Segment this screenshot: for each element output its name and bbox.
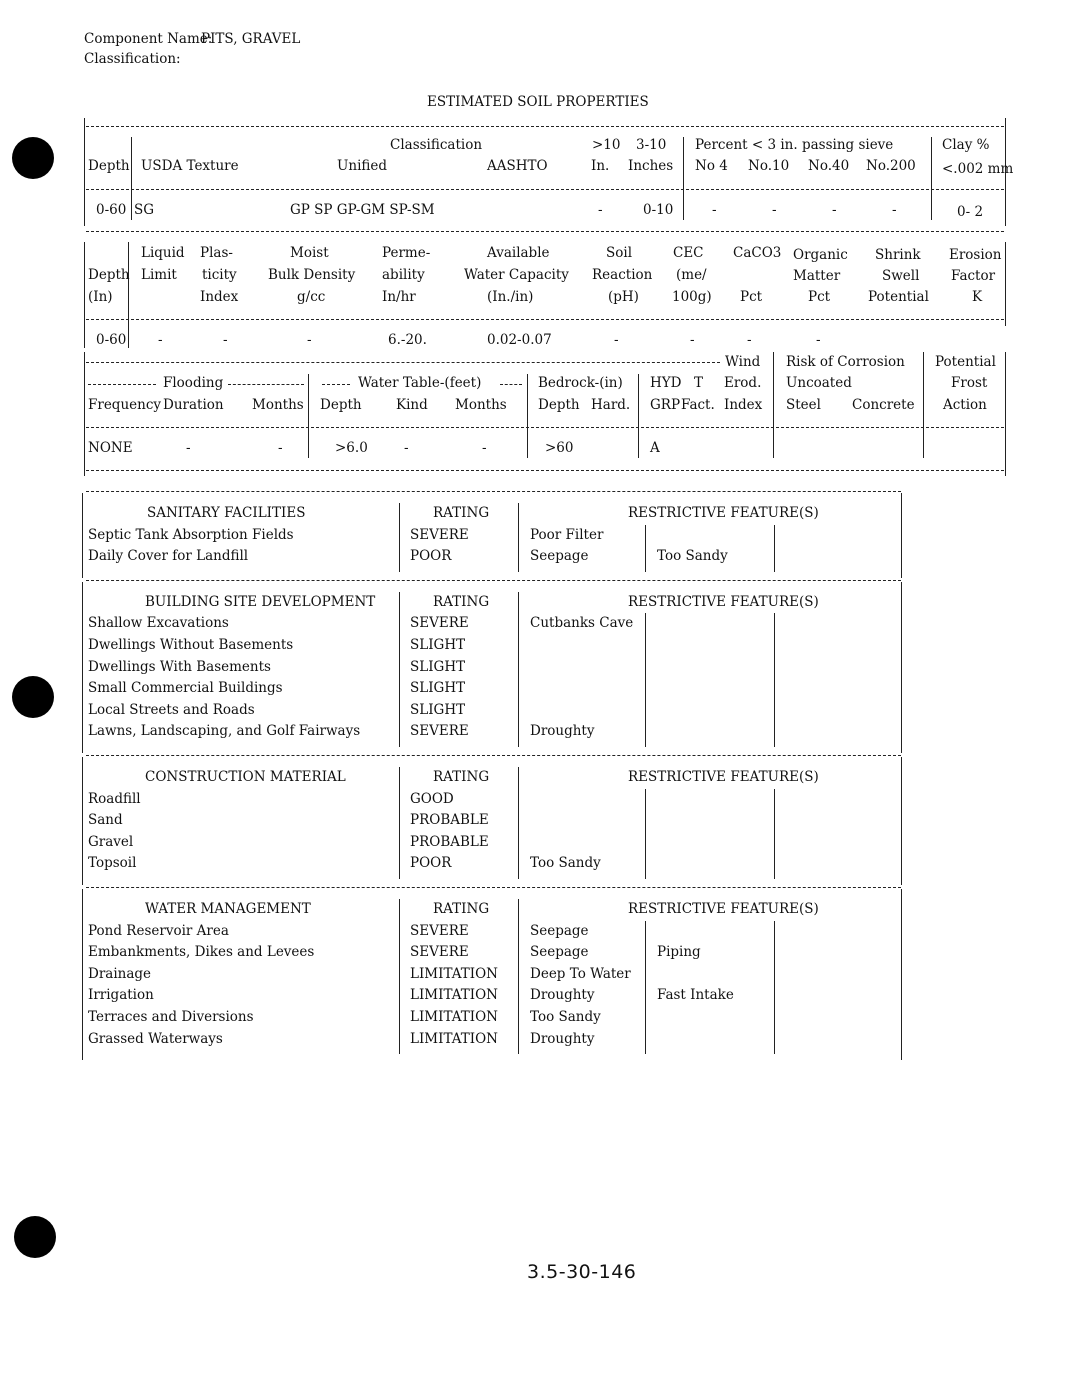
restrictive-feature-1: Too Sandy [530, 1009, 601, 1025]
header-3-10: 3-10 [636, 137, 667, 153]
interpretation-name: Drainage [88, 965, 152, 982]
interpretation-rating: SLIGHT [410, 637, 466, 653]
header-wind: Wind [725, 354, 761, 370]
cell-3-10: 0-10 [643, 202, 674, 218]
header-100g: 100g) [672, 289, 712, 305]
header-risk-of-corrosion: Risk of Corrosion [786, 354, 905, 370]
rating-header: RATING [433, 505, 490, 521]
cell-months: - [278, 440, 283, 456]
interpretation-name: Terraces and Diversions [88, 1009, 254, 1025]
header-me: (me/ [676, 267, 707, 283]
interpretation-rating: POOR [410, 855, 452, 872]
header-ticity: ticity [202, 267, 237, 283]
interpretation-name: Roadfill [88, 790, 141, 807]
interpretation-rating: SEVERE [410, 944, 469, 961]
restrictive-feature-2: Fast Intake [657, 987, 734, 1004]
restrictive-feature-1: Cutbanks Cave [530, 615, 634, 632]
header-wt-depth: Depth [320, 397, 362, 413]
cell-no4: - [712, 202, 717, 218]
table-border [84, 242, 85, 348]
header-perme: Perme- [382, 245, 431, 261]
column-divider [638, 374, 639, 458]
header-plas: Plas- [200, 245, 233, 261]
cell-caco3: - [747, 332, 752, 348]
cell-no200: - [892, 202, 897, 218]
punch-hole-top [12, 137, 54, 179]
header-percent-passing: Percent < 3 in. passing sieve [695, 137, 894, 153]
cell-duration: - [186, 440, 191, 456]
interpretation-name: Septic Tank Absorption Fields [88, 526, 294, 543]
section-border [82, 757, 83, 885]
header-in: (In) [88, 289, 113, 305]
header-gcc: g/cc [297, 289, 326, 305]
header-no200: No.200 [866, 158, 916, 174]
column-divider [128, 242, 129, 348]
header-erod: Erod. [724, 375, 762, 391]
interpretation-name: Local Streets and Roads [88, 701, 255, 718]
header-inin: (In./in) [487, 289, 534, 305]
header-shrink: Shrink [875, 247, 921, 263]
header-t: T [694, 375, 704, 391]
restrictive-feature-1: Seepage [530, 922, 589, 939]
cell-bulk-density: - [307, 332, 312, 348]
rating-header: RATING [433, 593, 490, 610]
header-underline [86, 189, 1004, 190]
interpretation-rating: SEVERE [410, 615, 469, 632]
header-index: Index [724, 397, 763, 413]
divider [86, 470, 1004, 471]
interpretation-name: Dwellings With Basements [88, 658, 271, 675]
divider [88, 384, 156, 385]
interpretation-rating: PROBABLE [410, 833, 489, 850]
header-depth: Depth [88, 158, 130, 174]
column-divider [131, 137, 132, 220]
column-divider [645, 613, 646, 747]
column-divider [399, 503, 400, 572]
restrictive-feature-1: Too Sandy [530, 855, 601, 872]
divider [86, 491, 901, 492]
header-fact: Fact. [681, 397, 715, 413]
column-divider [773, 352, 774, 458]
table-border [1005, 352, 1006, 476]
section-title: BUILDING SITE DEVELOPMENT [145, 593, 376, 610]
cell-no40: - [832, 202, 837, 218]
rating-header: RATING [433, 769, 490, 785]
restrictive-feature-1: Droughty [530, 723, 595, 740]
section-title: CONSTRUCTION MATERIAL [145, 769, 346, 785]
section-title: SANITARY FACILITIES [147, 505, 306, 521]
cell-liquid-limit: - [158, 332, 163, 348]
restrictive-feature-1: Droughty [530, 987, 595, 1004]
interpretation-name: Irrigation [88, 987, 154, 1004]
column-divider [774, 525, 775, 572]
header-liquid: Liquid [141, 245, 185, 261]
header-clay-size: <.002 mm [942, 161, 1014, 177]
restrictive-header: RESTRICTIVE FEATURE(S) [628, 505, 819, 521]
header-organic: Organic [793, 247, 848, 263]
header-caco3: CaCO3 [733, 245, 782, 261]
column-divider [518, 503, 519, 572]
interpretation-rating: LIMITATION [410, 1030, 498, 1047]
interpretation-name: Sand [88, 812, 123, 829]
header-ability: ability [382, 267, 425, 283]
table-border [1005, 242, 1006, 326]
interpretation-name: Lawns, Landscaping, and Golf Fairways [88, 723, 361, 740]
header-steel: Steel [786, 397, 821, 413]
header-inhr: In/hr [382, 289, 416, 305]
cell-plasticity: - [223, 332, 228, 348]
header-gt10: >10 [592, 137, 621, 153]
header-potential: Potential [868, 289, 929, 305]
restrictive-feature-1: Droughty [530, 1030, 595, 1047]
header-factor: Factor [951, 268, 996, 284]
header-flooding: Flooding [163, 375, 224, 391]
header-inches: Inches [628, 158, 674, 174]
column-divider [774, 789, 775, 879]
header-duration: Duration [163, 397, 224, 413]
column-divider [518, 767, 519, 879]
divider [86, 887, 901, 888]
column-divider [645, 525, 646, 572]
divider [86, 580, 901, 581]
header-aashto: AASHTO [487, 158, 548, 174]
table-border [84, 352, 85, 476]
divider [86, 362, 720, 363]
interpretation-name: Shallow Excavations [88, 615, 229, 632]
restrictive-feature-1: Seepage [530, 944, 589, 961]
header-in: In. [591, 158, 610, 174]
column-divider [308, 374, 309, 458]
header-frequency: Frequency [88, 397, 162, 413]
interpretation-rating: SEVERE [410, 922, 469, 939]
cell-awc: 0.02-0.07 [487, 332, 552, 348]
header-grp: GRP [650, 397, 681, 413]
header-erosion: Erosion [949, 247, 1002, 263]
restrictive-feature-1: Poor Filter [530, 526, 604, 543]
header-cec: CEC [673, 245, 704, 261]
cell-gt10: - [598, 202, 603, 218]
header-classification: Classification [390, 137, 483, 153]
header-unified: Unified [337, 158, 388, 174]
cell-hyd-group: A [650, 440, 660, 456]
header-no40: No.40 [808, 158, 850, 174]
interpretation-name: Daily Cover for Landfill [88, 548, 249, 565]
cell-kind: - [404, 440, 409, 456]
section-border [901, 582, 902, 753]
header-hard: Hard. [591, 397, 631, 413]
cell-wt-months: - [482, 440, 487, 456]
restrictive-feature-1: Seepage [530, 548, 589, 565]
interpretation-rating: SLIGHT [410, 680, 466, 697]
header-underline [86, 427, 1004, 428]
column-divider [774, 921, 775, 1055]
divider [500, 384, 522, 385]
cell-cec: - [690, 332, 695, 348]
header-months: Months [252, 397, 304, 413]
header-concrete: Concrete [852, 397, 915, 413]
header-water-capacity: Water Capacity [464, 267, 569, 283]
interpretation-rating: GOOD [410, 790, 454, 807]
header-action: Action [943, 397, 987, 413]
interpretation-rating: SLIGHT [410, 701, 466, 718]
header-frost: Frost [951, 375, 988, 391]
cell-clay: 0- 2 [957, 204, 984, 220]
header-available: Available [487, 245, 550, 261]
interpretation-name: Grassed Waterways [88, 1030, 223, 1047]
column-divider [923, 352, 924, 458]
interpretation-name: Gravel [88, 833, 134, 850]
cell-unified: GP SP GP-GM SP-SM [290, 202, 435, 218]
header-usda-texture: USDA Texture [141, 158, 239, 174]
column-divider [931, 137, 932, 220]
interpretation-rating: LIMITATION [410, 1009, 498, 1025]
header-underline [86, 319, 1004, 320]
restrictive-header: RESTRICTIVE FEATURE(S) [628, 901, 819, 917]
interpretation-rating: POOR [410, 548, 452, 565]
punch-hole-middle [12, 676, 54, 718]
restrictive-feature-1: Deep To Water [530, 965, 631, 982]
header-br-depth: Depth [538, 397, 580, 413]
column-divider [399, 899, 400, 1054]
interpretation-rating: LIMITATION [410, 987, 498, 1004]
cell-depth: 0-60 [96, 202, 127, 218]
header-pct-caco3: Pct [740, 289, 763, 305]
cell-ph: - [614, 332, 619, 348]
section-title: WATER MANAGEMENT [145, 901, 311, 917]
interpretation-rating: LIMITATION [410, 965, 498, 982]
cell-no10: - [772, 202, 777, 218]
punch-hole-bottom [14, 1216, 56, 1258]
column-divider [527, 374, 528, 458]
header-no10: No.10 [748, 158, 790, 174]
rating-header: RATING [433, 901, 490, 917]
interpretation-name: Pond Reservoir Area [88, 922, 229, 939]
cell-depth: 0-60 [96, 332, 127, 348]
header-bulk-density: Bulk Density [268, 267, 356, 283]
cell-permeability: 6.-20. [388, 332, 427, 348]
section-border [901, 493, 902, 578]
table-border [84, 118, 85, 226]
restrictive-header: RESTRICTIVE FEATURE(S) [628, 593, 819, 610]
header-index: Index [200, 289, 239, 305]
section-border [901, 757, 902, 885]
page-title: ESTIMATED SOIL PROPERTIES [427, 94, 649, 110]
interpretation-name: Small Commercial Buildings [88, 680, 283, 697]
classification-label: Classification: [84, 51, 181, 67]
header-bedrock: Bedrock-(in) [538, 375, 623, 391]
header-uncoated: Uncoated [786, 375, 852, 391]
header-hyd: HYD [650, 375, 682, 391]
interpretation-rating: SEVERE [410, 526, 469, 543]
column-divider [399, 767, 400, 879]
header-depth: Depth [88, 267, 130, 283]
header-soil: Soil [606, 245, 633, 261]
column-divider [774, 613, 775, 747]
column-divider [518, 592, 519, 747]
divider [322, 384, 350, 385]
section-border [82, 582, 83, 753]
header-no4: No 4 [695, 158, 728, 174]
column-divider [683, 137, 684, 220]
header-reaction: Reaction [592, 267, 653, 283]
section-border [901, 889, 902, 1060]
section-border [82, 493, 83, 578]
header-kind: Kind [396, 397, 428, 413]
interpretation-name: Dwellings Without Basements [88, 637, 294, 653]
restrictive-feature-2: Too Sandy [657, 548, 728, 565]
restrictive-feature-2: Piping [657, 944, 701, 961]
header-moist: Moist [290, 245, 329, 261]
divider [86, 755, 901, 756]
divider [86, 231, 1004, 232]
cell-texture: SG [134, 202, 155, 218]
component-name: PITS, GRAVEL [201, 31, 301, 47]
divider [86, 126, 1004, 127]
header-swell: Swell [882, 268, 920, 284]
header-water-table: Water Table-(feet) [358, 375, 482, 391]
header-wt-months: Months [455, 397, 507, 413]
interpretation-name: Topsoil [88, 855, 137, 872]
header-potential: Potential [935, 354, 996, 370]
restrictive-header: RESTRICTIVE FEATURE(S) [628, 769, 819, 785]
cell-frequency: NONE [88, 440, 133, 456]
cell-br-depth: >60 [545, 440, 574, 456]
interpretation-rating: SLIGHT [410, 658, 466, 675]
interpretation-rating: PROBABLE [410, 812, 489, 829]
column-divider [645, 789, 646, 879]
header-ph: (pH) [608, 289, 639, 305]
header-k: K [972, 289, 983, 305]
interpretation-rating: SEVERE [410, 723, 469, 740]
component-label: Component Name: [84, 31, 213, 47]
header-clay-pct: Clay % [942, 137, 990, 153]
header-limit: Limit [141, 267, 177, 283]
column-divider [645, 921, 646, 1055]
page-number: 3.5-30-146 [527, 1261, 637, 1283]
header-matter: Matter [793, 268, 841, 284]
header-pct-om: Pct [808, 289, 831, 305]
cell-organic-matter: - [816, 332, 821, 348]
section-border [82, 889, 83, 1060]
divider [228, 384, 304, 385]
cell-wt-depth: >6.0 [335, 440, 368, 456]
column-divider [518, 899, 519, 1054]
interpretation-name: Embankments, Dikes and Levees [88, 944, 315, 961]
column-divider [399, 592, 400, 747]
